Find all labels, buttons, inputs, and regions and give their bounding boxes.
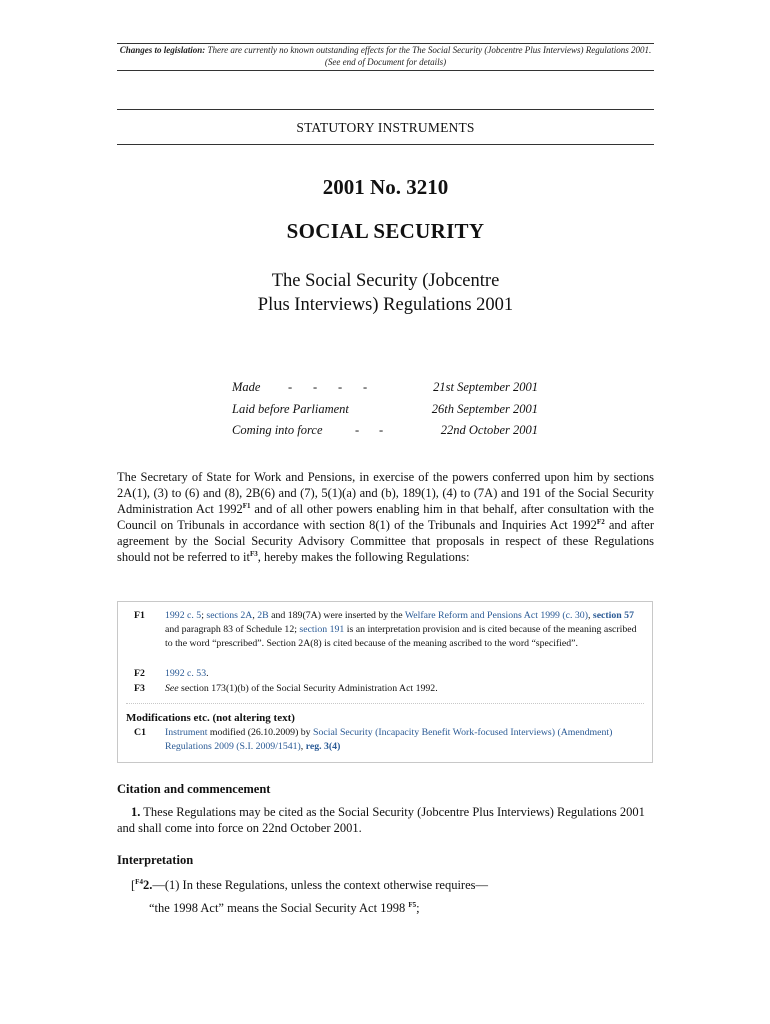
date-value: 26th September 2001 [431, 401, 538, 416]
leader-dash: - [338, 380, 343, 394]
note-link[interactable]: 2B [257, 610, 269, 621]
note-link[interactable]: Welfare Reform and Pensions Act 1999 (c. 30) [404, 610, 588, 621]
note-link[interactable]: reg. 3(4) [305, 741, 341, 752]
interpretation-heading: Interpretation [117, 853, 194, 867]
date-value: 21st September 2001 [433, 380, 538, 394]
si-number: 2001 No. 3210 [322, 175, 449, 199]
leader-dash: - [363, 380, 368, 394]
changes-notice [117, 44, 654, 68]
date-label: Coming into force [232, 423, 323, 437]
definition-text: “the 1998 Act” means the Social Security Act 1998 [149, 901, 409, 915]
note-sep: . [206, 668, 209, 679]
date-row-made [232, 380, 538, 402]
footnote-ref-f1[interactable]: F1 [242, 501, 251, 510]
note-plain: is an interpretation provision and is cited because of the meaning ascribed to the word “prescribed”. Section 2A(8) is cited because of the meaning ascribed to the word “specified”. [165, 624, 637, 649]
note-key: F3 [134, 683, 145, 694]
annotations-box [117, 601, 653, 763]
note-link[interactable]: Instrument [165, 727, 208, 738]
si-top-rule [117, 109, 654, 110]
dates-table [232, 380, 538, 445]
note-link[interactable]: section 191 [299, 624, 345, 635]
note-plain: section 173(1)(b) of the Social Security Administration Act 1992. [178, 683, 438, 694]
enacting-paragraph [117, 469, 654, 565]
citation-heading: Citation and commencement [117, 782, 271, 796]
note-text [165, 682, 638, 696]
note-plain: and paragraph 83 of Schedule 12; [165, 624, 300, 635]
footnote-ref-f5[interactable]: F5 [408, 900, 417, 909]
note-sep: ; [201, 610, 207, 621]
modifications-heading: Modifications etc. (not altering text) [126, 712, 295, 724]
intro-text: and of all other powers enabling him in that behalf, after consultation with the Council on Tribunals in accordance with section 8(1) of the Tribunals and Inquiries Act 1992 [117, 502, 654, 532]
leader-dash: - [379, 423, 384, 437]
amendment-bracket: [ [131, 878, 136, 892]
date-label: Laid before Parliament [232, 401, 349, 416]
note-text [165, 667, 638, 681]
regulation-text: These Regulations may be cited as the Social Security (Jobcentre Plus Interviews) Regulations 2001 and shall come into force on 22nd October 2001. [117, 805, 645, 835]
title-line-1: The Social Security (Jobcentre [271, 271, 500, 291]
leader-dash: - [288, 380, 293, 394]
regulation-text: —(1) In these Regulations, unless the context otherwise requires— [152, 878, 489, 892]
title-line-2: Plus Interviews) Regulations 2001 [257, 295, 514, 315]
note-text [165, 609, 638, 651]
footnote-ref-f2[interactable]: F2 [596, 517, 605, 526]
changes-label: Changes to legislation: [119, 45, 206, 55]
statutory-instruments-label: STATUTORY INSTRUMENTS [296, 120, 475, 135]
intro-text: , hereby makes the following Regulations: [257, 550, 470, 564]
regulation-number: 2. [142, 878, 153, 892]
date-row-laid [232, 402, 538, 424]
see-italic: See [165, 683, 179, 694]
note-link[interactable]: Social Security (Incapacity Benefit Work-focused Interviews) (Amendment) Regulations 2009 (S.I. 2009/1541) [165, 727, 613, 752]
dotted-divider [126, 703, 644, 704]
note-sep: , [300, 741, 306, 752]
date-label: Made [232, 380, 261, 394]
date-row-in-force [232, 423, 538, 445]
note-link[interactable]: 1992 c. 53 [165, 668, 207, 679]
footnote-ref-f3[interactable]: F3 [249, 549, 258, 558]
regulation-2 [131, 877, 654, 893]
note-plain: and 189(7A) were inserted by the [268, 610, 405, 621]
note-sep: , [587, 610, 593, 621]
note-link[interactable]: section 57 [592, 610, 634, 621]
si-bottom-rule [117, 144, 654, 145]
subject-heading: SOCIAL SECURITY [286, 219, 485, 243]
regulation-title [117, 269, 654, 317]
note-link[interactable]: 1992 c. 5 [165, 610, 202, 621]
header-bottom-rule [117, 70, 654, 71]
leader-dash: - [313, 380, 318, 394]
note-key: C1 [134, 727, 146, 738]
date-value: 22nd October 2001 [440, 423, 538, 437]
regulation-number: 1. [131, 805, 141, 819]
note-plain: modified (26.10.2009) by [207, 727, 314, 738]
note-key: F2 [134, 668, 145, 679]
definition-end: ; [416, 901, 420, 915]
note-text [165, 726, 638, 754]
changes-text: There are currently no known outstanding effects for the The Social Security (Jobcentre Plus Interviews) Regulations 2001. (See end of Document for details) [207, 45, 652, 67]
note-key: F1 [134, 610, 145, 621]
note-link[interactable]: sections 2A [206, 610, 253, 621]
regulation-1 [117, 804, 654, 836]
intro-text: The Secretary of State for Work and Pensions, in exercise of the powers conferred upon him by sections 2A(1), (3) to (6) and (8), 2B(6) and (7), 5(1)(a) and (b), 189(1), (4) to (7A) and 191 of the Social Security Administration Act 1992 [117, 470, 654, 516]
note-sep: , [252, 610, 258, 621]
leader-dash: - [355, 423, 360, 437]
definition-1998-act [149, 900, 654, 916]
intro-text: and after agreement by the Social Security Advisory Committee that proposals in respect of these Regulations should not be referred to it [117, 518, 654, 564]
footnote-ref-f4[interactable]: F4 [135, 877, 143, 886]
